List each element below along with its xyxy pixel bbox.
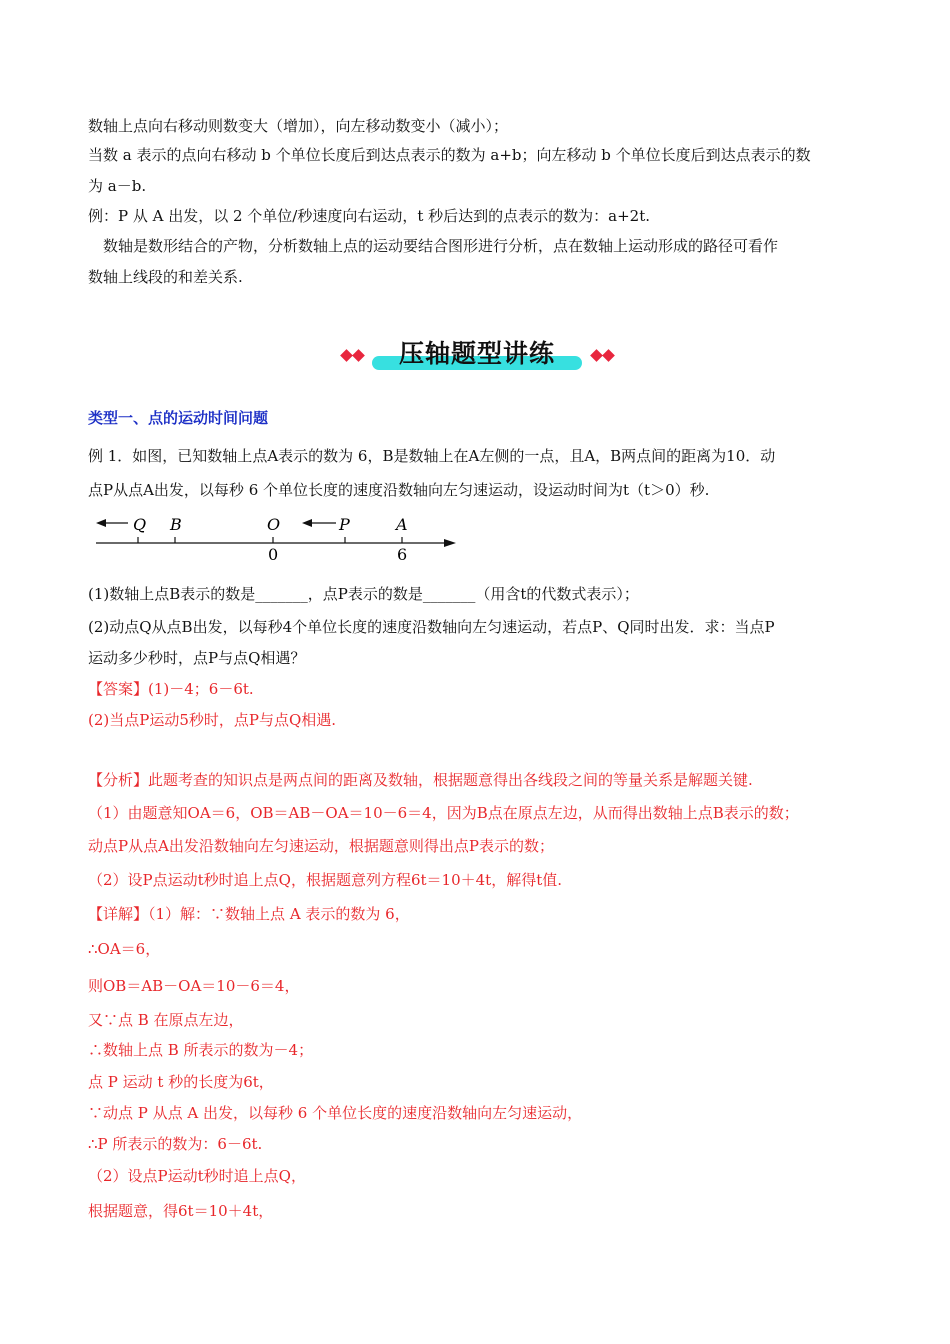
diamond-icon	[602, 349, 615, 362]
left-arrow-icon	[96, 519, 106, 527]
banner-title: 压轴题型讲练	[398, 339, 555, 368]
left-arrow-icon	[302, 519, 312, 527]
label-b: B	[170, 515, 182, 534]
solution-line-3: 则OB＝AB－OA＝10－6＝4，	[88, 977, 300, 995]
solution-line-6: 点 P 运动 t 秒的长度为6t，	[88, 1073, 274, 1091]
section-banner	[336, 334, 618, 378]
intro-line-5: 数轴是数形结合的产物，分析数轴上点的运动要结合图形进行分析，点在数轴上运动形成的路径可看作	[88, 237, 779, 255]
intro-line-1: 数轴上点向右移动则数变大（增加），向左移动数变小（减小）；	[88, 117, 509, 135]
intro-line-6: 数轴上线段的和差关系.	[88, 268, 243, 286]
question-2-line-1: (2)动点Q从点B出发，以每秒4个单位长度的速度沿数轴向左匀速运动，若点P、Q同时出发．求：当点P	[88, 618, 775, 636]
intro-line-2: 当数 a 表示的点向右移动 b 个单位长度后到达点表示的数为 a+b；向左移动 b 个单位长度后到达点表示的数	[88, 146, 811, 164]
question-1: (1)数轴上点B表示的数是_______，点P表示的数是_______（用含t的代数式表示）；	[88, 585, 639, 603]
label-q: Q	[133, 515, 147, 534]
solution-line-5: ∴数轴上点 B 所表示的数为－4；	[88, 1041, 314, 1059]
solution-line-9: （2）设点P运动t秒时追上点Q，	[88, 1167, 306, 1185]
number-line-figure	[88, 510, 468, 566]
solution-line-10: 根据题意，得6t＝10＋4t，	[88, 1202, 274, 1220]
solution-line-1: 【详解】（1）解：∵数轴上点 A 表示的数为 6，	[88, 905, 410, 923]
example-line-2: 点P从点A出发，以每秒 6 个单位长度的速度沿数轴向左匀速运动，设运动时间为t（t＞0）秒.	[88, 481, 710, 499]
answer-line-1: 【答案】(1)－4；6－6t.	[88, 680, 254, 698]
label-p: P	[339, 515, 350, 534]
diamond-icon	[590, 349, 603, 362]
diamond-icon	[340, 349, 353, 362]
solution-line-2: ∴OA＝6，	[88, 940, 161, 958]
tick-label-6: 6	[397, 545, 408, 564]
diamond-icon	[352, 349, 365, 362]
solution-line-4: 又∵点 B 在原点左边，	[88, 1011, 244, 1029]
answer-line-2: (2)当点P运动5秒时，点P与点Q相遇.	[88, 711, 337, 729]
question-2-line-2: 运动多少秒时，点P与点Q相遇？	[88, 649, 306, 667]
analysis-line-4: （2）设P点运动t秒时追上点Q，根据题意列方程6t＝10＋4t，解得t值.	[88, 871, 562, 889]
solution-line-7: ∵动点 P 从点 A 出发，以每秒 6 个单位长度的速度沿数轴向左匀速运动，	[88, 1104, 583, 1122]
axis-arrow-icon	[444, 539, 456, 547]
intro-line-4: 例：P 从 A 出发，以 2 个单位/秒速度向右运动，t 秒后达到的点表示的数为：a+2t.	[88, 207, 651, 225]
analysis-line-1: 【分析】此题考查的知识点是两点间的距离及数轴，根据题意得出各线段之间的等量关系是解题关键.	[88, 771, 753, 789]
analysis-line-2: （1）由题意知OA＝6，OB＝AB－OA＝10－6＝4，因为B点在原点左边，从而得出数轴上点B表示的数；	[88, 804, 799, 822]
analysis-line-3: 动点P从点A出发沿数轴向左匀速运动，根据题意则得出点P表示的数；	[88, 837, 555, 855]
label-a: A	[396, 515, 408, 534]
section-title: 类型一、点的运动时间问题	[88, 409, 269, 427]
solution-line-8: ∴P 所表示的数为：6－6t.	[88, 1135, 263, 1153]
example-line-1: 例 1．如图，已知数轴上点A表示的数为 6，B是数轴上在A左侧的一点，且A，B两点间的距离为10．动	[88, 447, 776, 465]
label-o: O	[267, 515, 281, 534]
intro-line-3: 为 a－b.	[88, 177, 147, 195]
tick-label-0: 0	[268, 545, 279, 564]
